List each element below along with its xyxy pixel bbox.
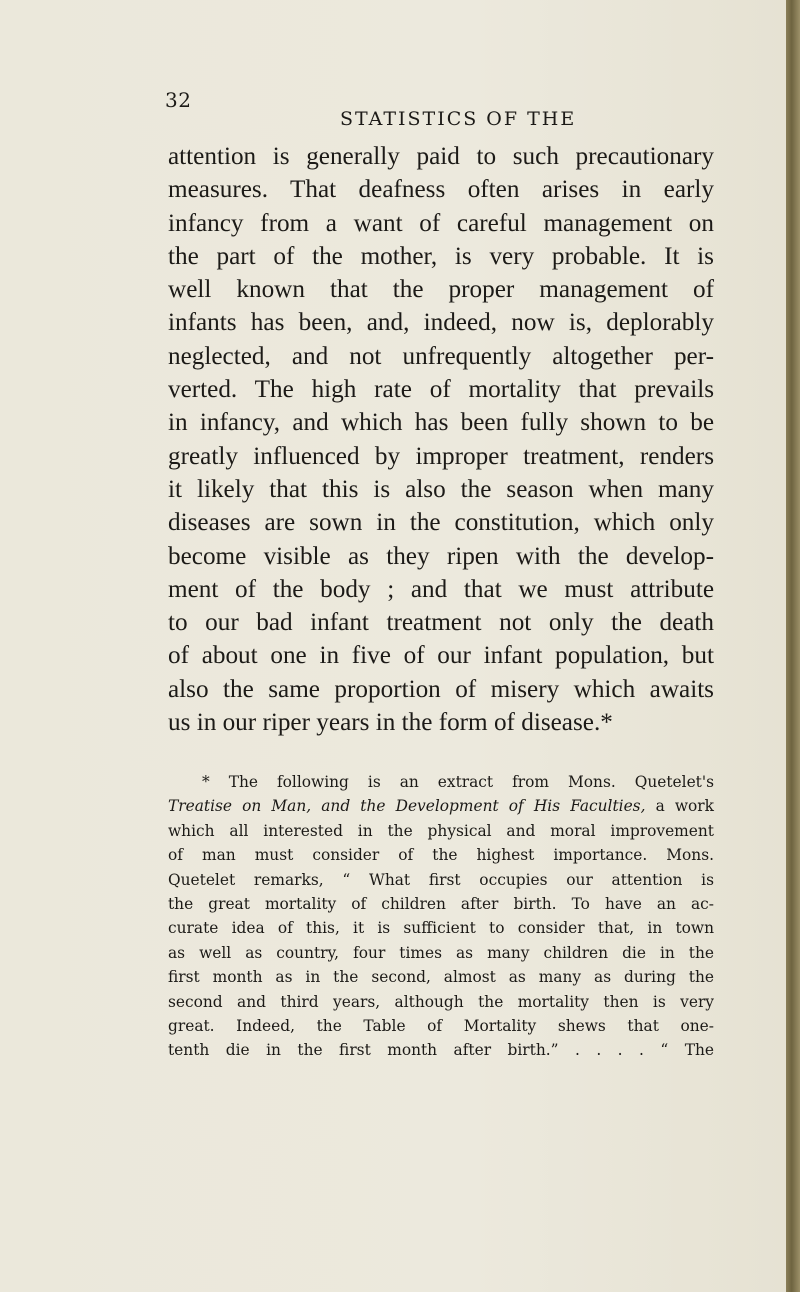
body-line: diseases are sown in the constitution, which only [168, 509, 714, 537]
body-line: well known that the proper management of [168, 276, 714, 304]
body-line: measures. That deafness often arises in early [168, 176, 714, 204]
body-line: also the same proportion of misery which awaits [168, 675, 714, 703]
body-line: verted. The high rate of mortality that prevails [168, 376, 714, 404]
footnote-line: as well as country, four times as many children die in the [168, 943, 714, 962]
page-number: 32 [165, 88, 192, 112]
body-line: of about one in five of our infant population, but [168, 642, 714, 670]
body-line: attention is generally paid to such precautionary [168, 143, 714, 170]
footnote-line: * The following is an extract from Mons. Quetelet's [202, 773, 714, 791]
footnote-line: the great mortality of children after birth. To have an ac- [168, 895, 714, 914]
footnote-line: tenth die in the first month after birth.” . . . . “ The [168, 1041, 714, 1060]
footnote-line: which all interested in the physical and moral improvement [168, 821, 714, 840]
body-line: greatly influenced by improper treatment, renders [168, 442, 714, 470]
footnote [168, 770, 714, 1063]
page-edge [786, 0, 800, 1292]
body-line: us in our riper years in the form of disease.* [168, 709, 613, 737]
body-line: the part of the mother, is very probable. It is [168, 242, 714, 270]
body-text [168, 140, 714, 739]
footnote-line: great. Indeed, the Table of Mortality shews that one- [168, 1017, 714, 1036]
footnote-line: of man must consider of the highest importance. Mons. [168, 846, 714, 865]
body-line: to our bad infant treatment not only the death [168, 609, 714, 637]
body-line: ment of the body ; and that we must attribute [168, 575, 714, 603]
footnote-line: Quetelet remarks, “ What first occupies our attention is [168, 870, 714, 889]
body-line: infancy from a want of careful management on [168, 209, 714, 237]
body-line: it likely that this is also the season when many [168, 475, 714, 503]
book-title: Treatise on Man, and the Development of His Faculties, [168, 797, 646, 816]
running-head: STATISTICS OF THE [340, 108, 577, 130]
body-line: infants has been, and, indeed, now is, deplorably [168, 309, 714, 337]
footnote-line: curate idea of this, it is sufficient to consider that, in town [168, 919, 714, 938]
body-line: neglected, and not unfrequently altogether per- [168, 342, 714, 370]
body-line: become visible as they ripen with the develop- [168, 542, 714, 570]
footnote-fragment: a work [645, 797, 714, 816]
footnote-line: first month as in the second, almost as many as during the [168, 968, 714, 987]
footnote-line [168, 794, 714, 818]
body-line: in infancy, and which has been fully shown to be [168, 409, 714, 437]
footnote-line: second and third years, although the mortality then is very [168, 992, 714, 1011]
